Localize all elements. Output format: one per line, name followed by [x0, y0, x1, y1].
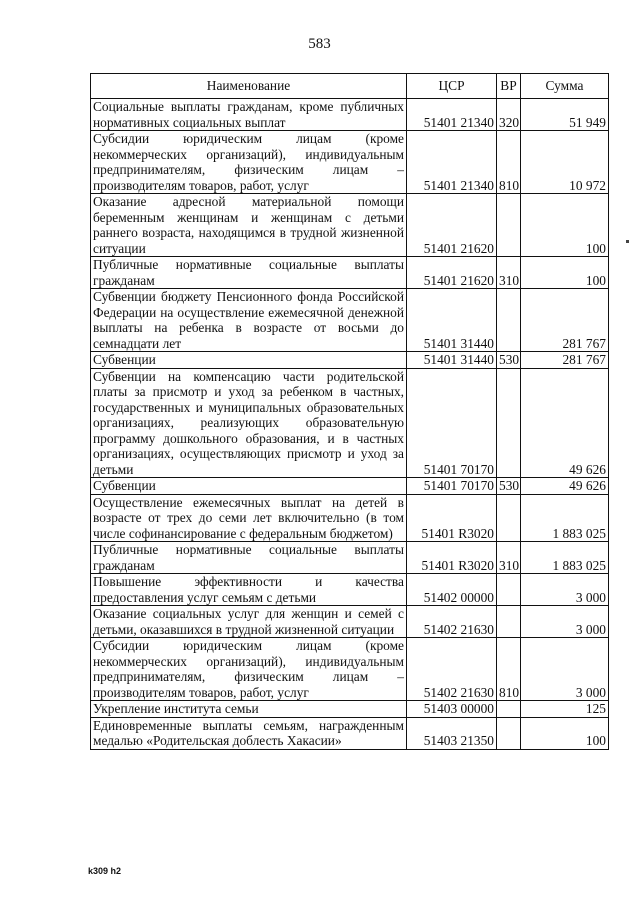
table-row — [91, 638, 609, 701]
cell-sum: 49 626 — [521, 368, 609, 478]
cell-csr: 51401 31440 — [407, 352, 497, 369]
cell-vr — [497, 574, 521, 606]
table-row — [91, 352, 609, 369]
cell-vr: 530 — [497, 352, 521, 369]
cell-csr: 51401 21620 — [407, 257, 497, 289]
table-row — [91, 257, 609, 289]
table-row — [91, 131, 609, 194]
cell-csr: 51401 21620 — [407, 194, 497, 257]
cell-vr: 810 — [497, 638, 521, 701]
cell-sum: 125 — [521, 701, 609, 718]
cell-name: Повышение эффективности и качества предоставления услуг семьям с детьми — [91, 574, 407, 606]
cell-vr — [497, 194, 521, 257]
cell-vr: 320 — [497, 99, 521, 131]
cell-sum: 3 000 — [521, 574, 609, 606]
cell-name: Укрепление института семьи — [91, 701, 407, 718]
cell-name: Публичные нормативные социальные выплаты гражданам — [91, 257, 407, 289]
table-header-row — [91, 74, 609, 99]
table-row — [91, 717, 609, 749]
cell-csr: 51401 70170 — [407, 478, 497, 495]
budget-table-body — [91, 99, 609, 750]
header-sum: Сумма — [521, 74, 609, 99]
cell-name: Субсидии юридическим лицам (кроме некоммерческих организаций), индивидуальным предпринимателям, физическим лицам – производителям товаров, работ, услуг — [91, 638, 407, 701]
header-name: Наименование — [91, 74, 407, 99]
header-vr: ВР — [497, 74, 521, 99]
cell-sum: 100 — [521, 717, 609, 749]
cell-csr: 51401 R3020 — [407, 494, 497, 542]
cell-name: Социальные выплаты гражданам, кроме публичных нормативных социальных выплат — [91, 99, 407, 131]
cell-csr: 51403 00000 — [407, 701, 497, 718]
cell-csr: 51401 70170 — [407, 368, 497, 478]
cell-vr: 310 — [497, 257, 521, 289]
table-row — [91, 542, 609, 574]
cell-vr — [497, 368, 521, 478]
cell-vr: 530 — [497, 478, 521, 495]
cell-sum: 51 949 — [521, 99, 609, 131]
cell-sum: 49 626 — [521, 478, 609, 495]
cell-sum: 100 — [521, 257, 609, 289]
cell-csr: 51402 00000 — [407, 574, 497, 606]
cell-name: Единовременные выплаты семьям, награжденным медалью «Родительская доблесть Хакасии» — [91, 717, 407, 749]
cell-name: Субвенции — [91, 478, 407, 495]
cell-name: Субсидии юридическим лицам (кроме некоммерческих организаций), индивидуальным предпринимателям, физическим лицам – производителям товаров, работ, услуг — [91, 131, 407, 194]
cell-vr — [497, 701, 521, 718]
page-number: 583 — [308, 36, 331, 52]
header-csr: ЦСР — [407, 74, 497, 99]
cell-csr: 51401 R3020 — [407, 542, 497, 574]
cell-sum: 3 000 — [521, 606, 609, 638]
cell-csr: 51402 21630 — [407, 606, 497, 638]
cell-vr — [497, 289, 521, 352]
cell-vr — [497, 717, 521, 749]
cell-sum: 281 767 — [521, 289, 609, 352]
cell-name: Публичные нормативные социальные выплаты гражданам — [91, 542, 407, 574]
budget-table — [90, 73, 609, 750]
cell-name: Осуществление ежемесячных выплат на детей в возрасте от трех до семи лет включительно (в том числе софинансирование с федеральным бюджетом) — [91, 494, 407, 542]
cell-vr — [497, 606, 521, 638]
cell-sum: 1 883 025 — [521, 494, 609, 542]
cell-name: Субвенции на компенсацию части родительской платы за присмотр и уход за ребенком в частных, государственных и муниципальных образовательных организациях, реализующих образовательную программу дошкольного образования, и в частных организациях, осуществляющих присмотр и уход за детьми — [91, 368, 407, 478]
cell-sum: 281 767 — [521, 352, 609, 369]
cell-name: Оказание адресной материальной помощи беременным женщинам и женщинам с детьми раннего возраста, находящимся в трудной жизненной ситуации — [91, 194, 407, 257]
cell-sum: 10 972 — [521, 131, 609, 194]
cell-csr: 51402 21630 — [407, 638, 497, 701]
table-row — [91, 574, 609, 606]
table-row — [91, 701, 609, 718]
cell-vr: 810 — [497, 131, 521, 194]
table-row — [91, 494, 609, 542]
cell-vr: 310 — [497, 542, 521, 574]
cell-csr: 51403 21350 — [407, 717, 497, 749]
table-row — [91, 606, 609, 638]
table-row — [91, 99, 609, 131]
cell-name: Субвенции бюджету Пенсионного фонда Российской Федерации на осуществление ежемесячной денежной выплаты на ребенка в возрасте от восьми до семнадцати лет — [91, 289, 407, 352]
table-row — [91, 478, 609, 495]
cell-sum: 1 883 025 — [521, 542, 609, 574]
table-row — [91, 368, 609, 478]
cell-csr: 51401 31440 — [407, 289, 497, 352]
cell-sum: 3 000 — [521, 638, 609, 701]
cell-csr: 51401 21340 — [407, 131, 497, 194]
cell-sum: 100 — [521, 194, 609, 257]
cell-name: Оказание социальных услуг для женщин и семей с детьми, оказавшихся в трудной жизненной ситуации — [91, 606, 407, 638]
table-row — [91, 289, 609, 352]
margin-mark — [626, 240, 629, 243]
cell-vr — [497, 494, 521, 542]
footer-code: k309 h2 — [88, 866, 122, 876]
cell-name: Субвенции — [91, 352, 407, 369]
cell-csr: 51401 21340 — [407, 99, 497, 131]
table-row — [91, 194, 609, 257]
